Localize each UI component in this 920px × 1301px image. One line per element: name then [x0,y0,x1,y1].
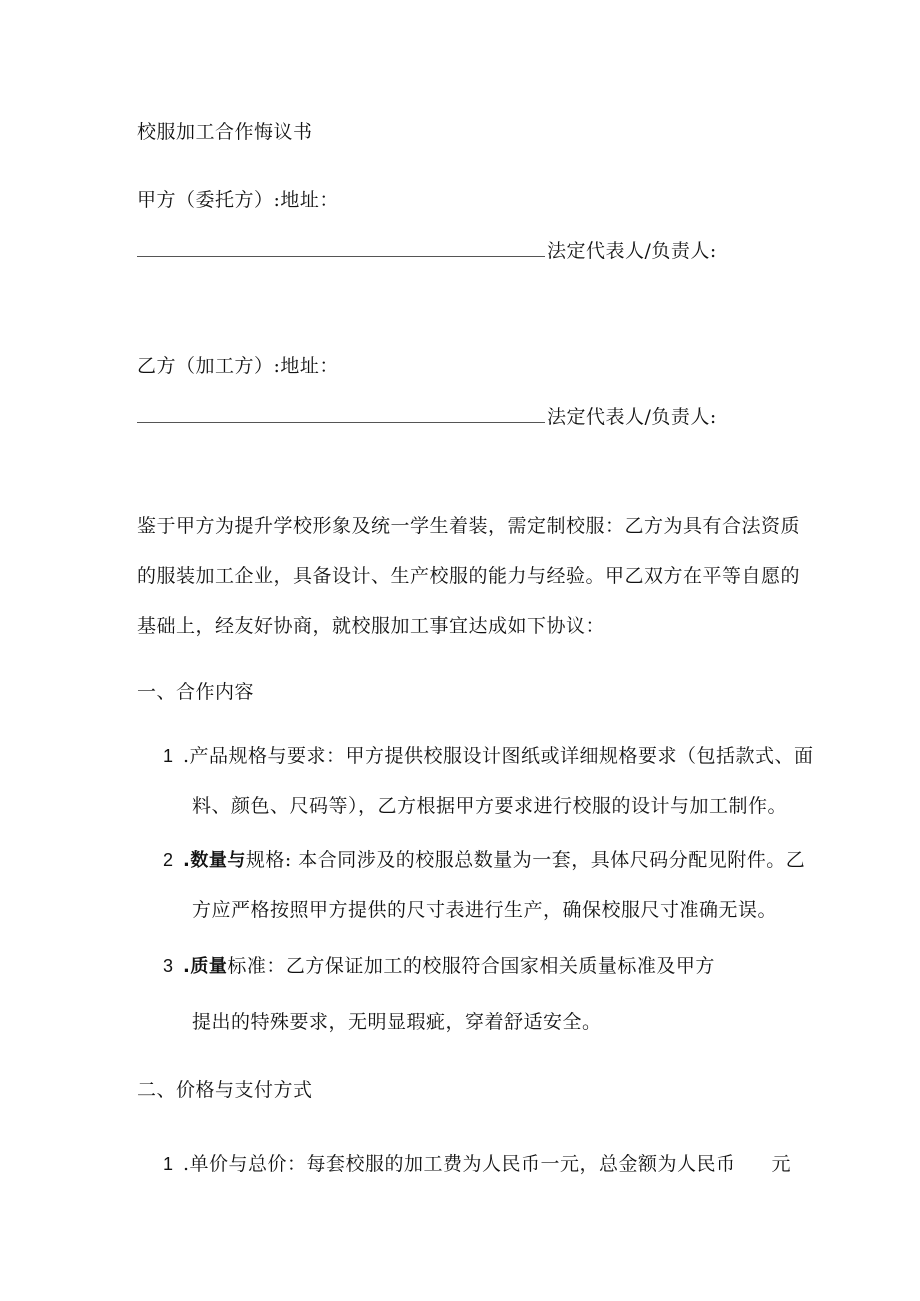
party-b-rep-label: 法定代表人/负责人: [547,406,717,428]
item-number: 1 [163,1154,174,1174]
party-a-address-label: 甲方（委托方）:地址： [137,189,339,211]
item-bold-label: .数量与 [183,850,246,871]
item-text: .产品规格与要求：甲方提供校服设计图纸或详细规格要求（包括款式、面 [183,745,814,767]
item-text: .单价与总价：每套校服的加工费为人民币一元，总金额为人民币 [183,1153,736,1175]
section-1-item-1-cont: 料、颜色、尺码等），乙方根据甲方要求进行校服的设计与加工制作。 [192,795,788,817]
party-b-rep-row [137,404,717,429]
party-a-rep-row [137,238,717,263]
section-1-item-2-cont: 方应严格按照甲方提供的尺寸表进行生产，确保校服尺寸准确无误。 [192,899,778,921]
item-number: 1 [163,746,174,766]
party-a-address-blank [137,238,545,257]
party-a-rep-label: 法定代表人/负责人: [547,240,717,262]
section-1-item-2 [137,848,805,873]
party-b-address-label: 乙方（加工方）:地址： [137,355,339,377]
item-number: 2 [163,850,174,870]
document-title: 校服加工合作悔议书 [137,121,313,143]
item-tail: 元 [771,1153,792,1175]
item-bold-label: .质量 [183,956,228,977]
party-b-address-blank [137,404,545,423]
section-1-item-1 [137,744,814,768]
item-number: 3 [163,956,174,976]
item-text: 规格: 本合同涉及的校服总数量为一套，具体尺码分配见附件。乙 [245,849,806,871]
section-2-heading: 二、价格与支付方式 [137,1079,313,1101]
section-2-item-1 [137,1152,791,1176]
section-1-heading: 一、合作内容 [137,681,255,703]
item-text: 标准：乙方保证加工的校服符合国家相关质量标准及甲方 [227,955,715,977]
preamble-line-3: 基础上，经友好协商，就校服加工事宜达成如下协议： [137,615,606,637]
section-1-item-3-cont: 提出的特殊要求，无明显瑕疵，穿着舒适安全。 [192,1011,602,1033]
preamble-line-2: 的服装加工企业，具备设计、生产校服的能力与经验。甲乙双方在平等自愿的 [137,565,801,587]
section-1-item-3 [137,954,715,979]
preamble-line-1: 鉴于甲方为提升学校形象及统一学生着装，需定制校服：乙方为具有合法资质 [137,515,801,537]
